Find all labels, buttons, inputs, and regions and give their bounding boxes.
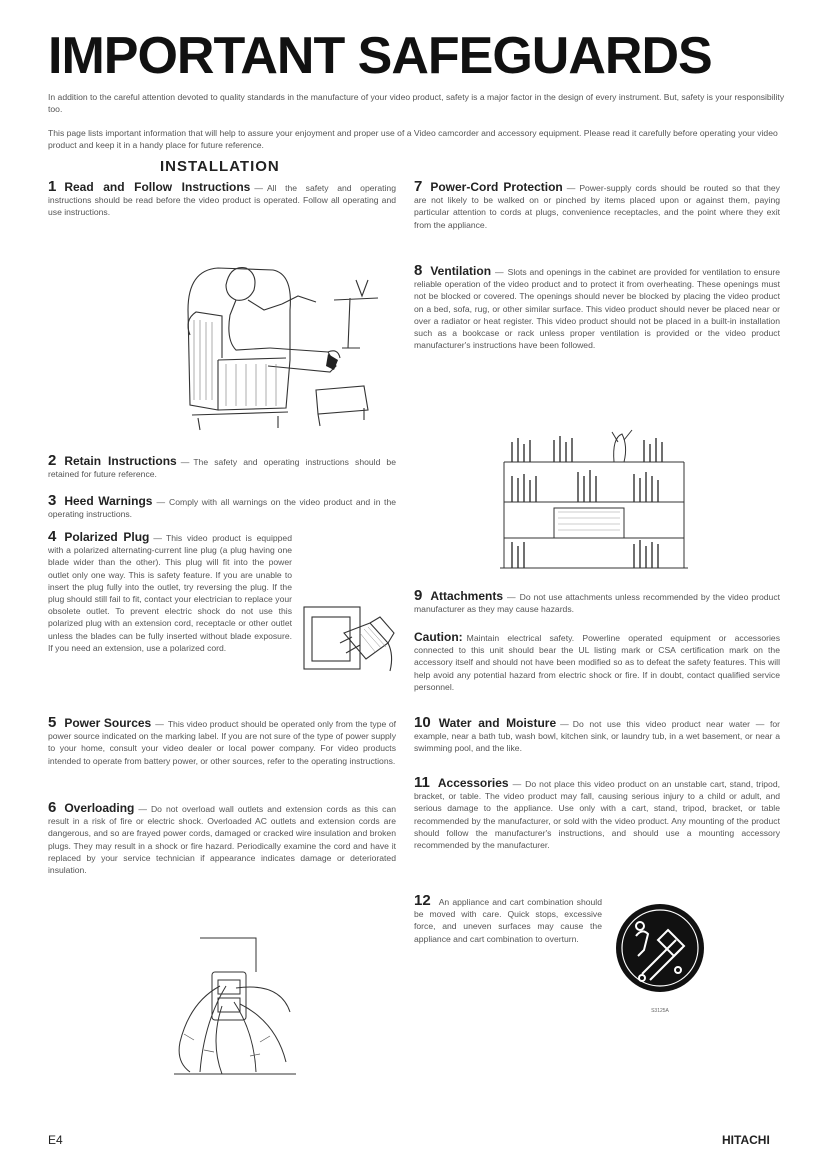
item-heading: Power-Cord Protection (430, 180, 563, 194)
safeguard-item-3: 3 Heed Warnings — Comply with all warnings on the video product and in the operating instructions. (48, 492, 397, 520)
item-text: Power-supply cords should be routed so that they are not likely to be walked on or pinched by items placed upon or against them, paying particular attention to cords at plugs, convenience receptacles, and the point where they exit from the appliance. (414, 183, 780, 230)
item-heading: Attachments (430, 589, 504, 603)
caution-heading: Caution: (414, 630, 463, 644)
item-number: 8 (414, 262, 423, 279)
item-number: 5 (48, 714, 57, 731)
item-text: Maintain electrical safety. Powerline operated equipment or accessories connected to this unit should bear the UL listing mark or CSA certification mark on the accessory itself and should not have been modified so as to defeat the safety features. This will help avoid any potential hazard from electric shock or fire. If in doubt, contact qualified service personnel. (414, 633, 780, 692)
item-heading: Water and Moisture (438, 716, 557, 730)
item-number: 2 (48, 452, 57, 469)
safeguard-item-2: 2 Retain Instructions — The safety and operating instructions should be retained for future reference. (48, 452, 396, 480)
item-number: 9 (414, 587, 423, 604)
safeguard-item-4: 4 Polarized Plug — This video product is equipped with a polarized alternating-current line plug (a plug having one blade wider than the other). This plug will fit into the power outlet only one way. This is safety feature. If you are unable to insert the plug fully into the outlet, try reversing the plug. If the plug should still fail to fit, contact your electrician to replace your obsolete outlet. To prevent electric shock do not use this polarized plug with an extension cord, receptacle or other outlet unless the blades can be fully inserted without blade exposure. If you need an extension, use a polarized cord. (48, 531, 396, 679)
item-text: Comply with all warnings on the video product and in the operating instructions. (48, 497, 397, 520)
item-number: 1 (48, 178, 57, 195)
safeguard-item-12 (414, 892, 602, 945)
safeguard-item-5: 5 Power Sources — This video product should be operated only from the type of power source indicated on the marking label. If you are not sure of the type of power supply to your home, consult your video dealer or local power company. For video products intended to operate from battery power, or other sources, refer to the operating instructions. (48, 714, 396, 766)
item-heading: Overloading (64, 801, 135, 815)
item-text: All the safety and operating instructions should be read before the video product is operated. Follow all operating and use instructions. (48, 183, 396, 218)
item-text: The safety and operating instructions should be retained for future reference. (48, 457, 396, 480)
item-number: 6 (48, 799, 57, 816)
safeguard-item-7: 7 Power-Cord Protection — Power-supply cords should be routed so that they are not likely to be walked on or pinched by items placed upon or against them, paying particular attention to cords at plugs, convenience receptacles, and the point where they exit from the appliance. (414, 178, 780, 230)
item-number: 4 (48, 528, 57, 545)
item-number: 12 (414, 892, 431, 909)
item-text: Do not overload wall outlets and extension cords as this can result in a risk of fire or electric shock. Overloaded AC outlets and extension cords are dangerous, and so are frayed power cords, damaged or cracked wire insulation and broken plugs. They may result in a shock or fire hazard. Periodically examine the cord and have it replaced by your service technician if appearance indicates damage or deteriorated insulation. (48, 804, 396, 876)
page-number: E4 (48, 1133, 63, 1147)
safeguard-item-8: 8 Ventilation — Slots and openings in the cabinet are provided for ventilation to ensure reliable operation of the video product and to protect it from overheating. These openings must not be blocked or covered. The openings should never be blocked by placing the video product on a bed, sofa, rug, or other similar surface. This video product should never be placed near or over a radiator or heat register. This video product should not be placed in a built-in installation such as a bookcase or rack unless proper ventilation is provided or the video product manufacturer's instructions have been followed. (414, 262, 780, 351)
safeguard-item-9: 9 Attachments — Do not use attachments unless recommended by the video product manufacturer as they may cause hazards. (414, 587, 780, 615)
item-heading: Retain Instructions (64, 454, 177, 468)
caution-paragraph (414, 631, 780, 693)
safeguard-item-11: 11 Accessories — Do not place this video product on an unstable cart, stand, tripod, bracket, or table. The video product may fall, causing serious injury to a child or adult, and serious damage to the appliance. Use only with a cart, stand, tripod, bracket, or table recommended by the manufacturer, or sold with the video product. Any mounting of the product should follow the manufacturer's instructions, and should use a mounting accessory recommended by the manufacturer. (414, 774, 780, 851)
item-text: Slots and openings in the cabinet are provided for ventilation to ensure reliable operation of the video product and to protect it from overheating. These openings must not be blocked or covered. The openings should never be blocked by placing the video product on a bed, sofa, rug, or other similar surface. This video product should never be placed near or over a radiator or heat register. This video product should not be placed in a built-in installation such as a bookcase or rack unless proper ventilation is provided or the video product manufacturer's instructions have been followed. (414, 267, 780, 351)
item-text: This video product should be operated only from the type of power source indicated on the marking label. If you are not sure of the type of power supply to your home, consult your video dealer or local power company. For video products intended to operate from battery power, or other sources, refer to the operating instructions. (48, 719, 396, 766)
item-heading: Ventilation (430, 264, 492, 278)
item-number: 11 (414, 774, 430, 791)
bookcase-illustration (494, 428, 694, 578)
section-heading-installation: INSTALLATION (160, 158, 280, 175)
brand-logo-text: HITACHI (722, 1133, 770, 1147)
item-heading: Accessories (437, 776, 509, 790)
item-text: Do not place this video product on an unstable cart, stand, tripod, bracket, or table. The video product may fall, causing serious injury to a child or adult, and serious damage to the appliance. Use only with a cart, stand, tripod, bracket, or table recommended by the manufacturer, or sold with the video product. Any mounting of the product should follow the manufacturer's instructions, and should use a mounting accessory recommended by the manufacturer. (414, 779, 780, 851)
item-heading: Polarized Plug (64, 530, 150, 544)
intro-paragraph-1: In addition to the careful attention devoted to quality standards in the manufacture of your video product, safety is a major factor in the design of every instrument. But, safety is your responsibility too. (48, 92, 785, 114)
cart-tipover-warning-icon (612, 900, 708, 1018)
item-number: 7 (414, 178, 423, 195)
item-text: Do not use this video product near water — for example, near a bath tub, wash bowl, kitchen sink, or laundry tub, in a wet basement, or near a swimming pool, and the like. (414, 719, 780, 754)
overloaded-outlet-illustration (160, 932, 310, 1082)
item-text: This video product is equipped with a polarized alternating-current line plug (a plug having one blade wider than the other). This plug will fit into the power outlet only one way. This is safety feature. If you are unable to insert the plug fully into the outlet, try reversing the plug. If the plug should still fail to fit, contact your electrician to replace your obsolete outlet. To prevent electric shock do not use this polarized plug with an extension cord, receptacle or other outlet unless the blades can be fully inserted without blade exposure. If you need an extension, use a polarized cord. (48, 533, 292, 653)
item-heading: Heed Warnings (64, 494, 153, 508)
polarized-plug-illustration (300, 603, 396, 675)
safeguard-item-6: 6 Overloading — Do not overload wall outlets and extension cords as this can result in a risk of fire or electric shock. Overloaded AC outlets and extension cords are dangerous, and so are frayed power cords, damaged or cracked wire insulation and broken plugs. They may result in a shock or fire hazard. Periodically examine the cord and have it replaced by your service technician if appearance indicates damage or deteriorated insulation. (48, 799, 396, 876)
armchair-reading-illustration (178, 240, 388, 450)
safeguard-item-1: 1 Read and Follow Instructions — All the safety and operating instructions should be read before the video product is operated. Follow all operating and use instructions. (48, 178, 396, 218)
safeguard-item-10: 10 Water and Moisture — Do not use this video product near water — for example, near a bath tub, wash bowl, kitchen sink, or laundry tub, in a wet basement, or near a swimming pool, and the like. (414, 714, 780, 754)
intro-paragraph-2: This page lists important information that will help to assure your enjoyment and proper use of a Video camcorder and accessory equipment. Please read it carefully before operating your video product and keep it in a handy place for future reference. (48, 128, 778, 150)
item-text: An appliance and cart combination should be moved with care. Quick stops, excessive force, and uneven surfaces may cause the appliance and cart combination to overturn. (414, 897, 602, 944)
item-number: 3 (48, 492, 57, 509)
item-text: Do not use attachments unless recommended by the video product manufacturer as they may cause hazards. (414, 592, 780, 615)
item-heading: Power Sources (64, 716, 152, 730)
item-number: 10 (414, 714, 431, 731)
item-heading: Read and Follow Instructions (64, 180, 251, 194)
page-title: IMPORTANT SAFEGUARDS (48, 27, 712, 85)
cart-caption: S3125A (651, 1008, 669, 1014)
